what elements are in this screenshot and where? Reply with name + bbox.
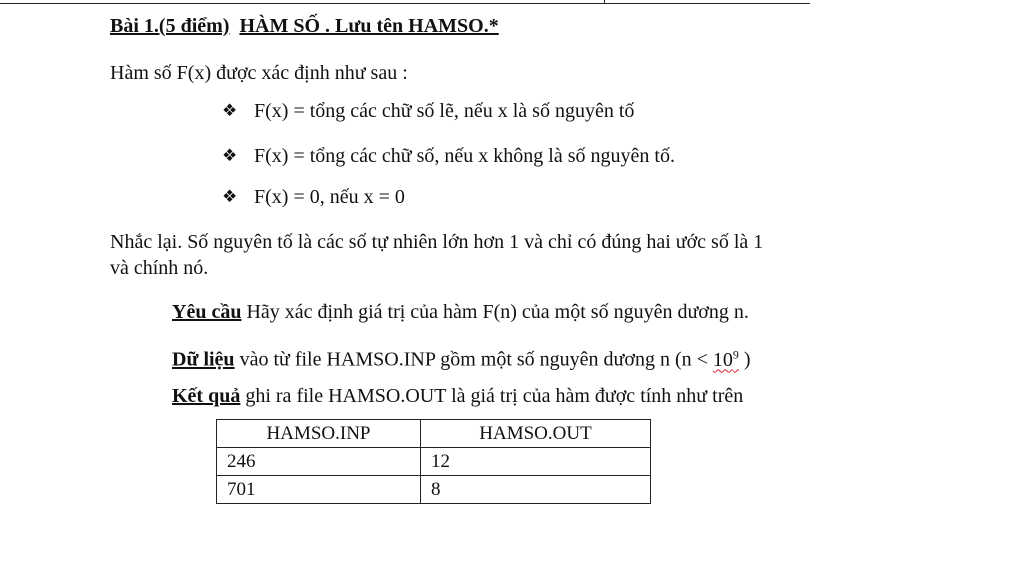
input-spec-paragraph (172, 342, 751, 372)
io-example-table (216, 419, 651, 504)
table-row (217, 476, 651, 504)
requirement-paragraph (172, 300, 749, 324)
top-table-border (0, 0, 810, 4)
table-cell: 12 (421, 448, 651, 476)
bullet-item-3: F(x) = 0, nếu x = 0 (254, 186, 405, 208)
table-row (217, 448, 651, 476)
output-spec-label: Kết quả (172, 385, 241, 407)
table-cell: 246 (217, 448, 421, 476)
input-spec-suffix: ) (738, 348, 751, 371)
diamond-bullet-icon: ❖ (222, 146, 238, 165)
diamond-bullet-icon: ❖ (222, 101, 238, 120)
heading-points: (5 điểm) (158, 15, 230, 37)
output-spec-text: ghi ra file HAMSO.OUT là giá trị của hàm được tính như trên (240, 385, 744, 407)
requirement-label: Yêu cầu (172, 301, 242, 323)
input-limit (713, 349, 739, 371)
reminder-line-1: Nhắc lại. Số nguyên tố là các số tự nhiên lớn hơn 1 và chỉ có đúng hai ước số là 1 (110, 231, 764, 253)
diamond-bullet-icon: ❖ (222, 187, 238, 206)
limit-exponent: 9 (732, 347, 739, 361)
heading-title: HÀM SỐ . Lưu tên HAMSO.* (239, 15, 499, 37)
table-cell: 701 (217, 476, 421, 504)
limit-base: 10 (712, 348, 733, 371)
table-cell: 8 (421, 476, 651, 504)
input-spec-text: vào từ file HAMSO.INP gồm một số nguyên dương n (n < (234, 348, 713, 371)
bullet-item-2: F(x) = tổng các chữ số, nếu x không là số nguyên tố. (254, 145, 675, 167)
table-header-row (217, 420, 651, 448)
input-spec-label: Dữ liệu (172, 348, 235, 371)
output-spec-paragraph (172, 384, 743, 408)
exercise-heading (110, 14, 499, 38)
requirement-text: Hãy xác định giá trị của hàm F(n) của một số nguyên dương n. (241, 301, 749, 323)
table-header-inp: HAMSO.INP (217, 420, 421, 448)
intro-text: Hàm số F(x) được xác định như sau : (110, 62, 408, 84)
heading-prefix: Bài 1. (110, 15, 159, 37)
bullet-item-1: F(x) = tổng các chữ số lẽ, nếu x là số nguyên tố (254, 100, 635, 122)
table-header-out: HAMSO.OUT (421, 420, 651, 448)
reminder-line-2: và chính nó. (110, 257, 209, 279)
